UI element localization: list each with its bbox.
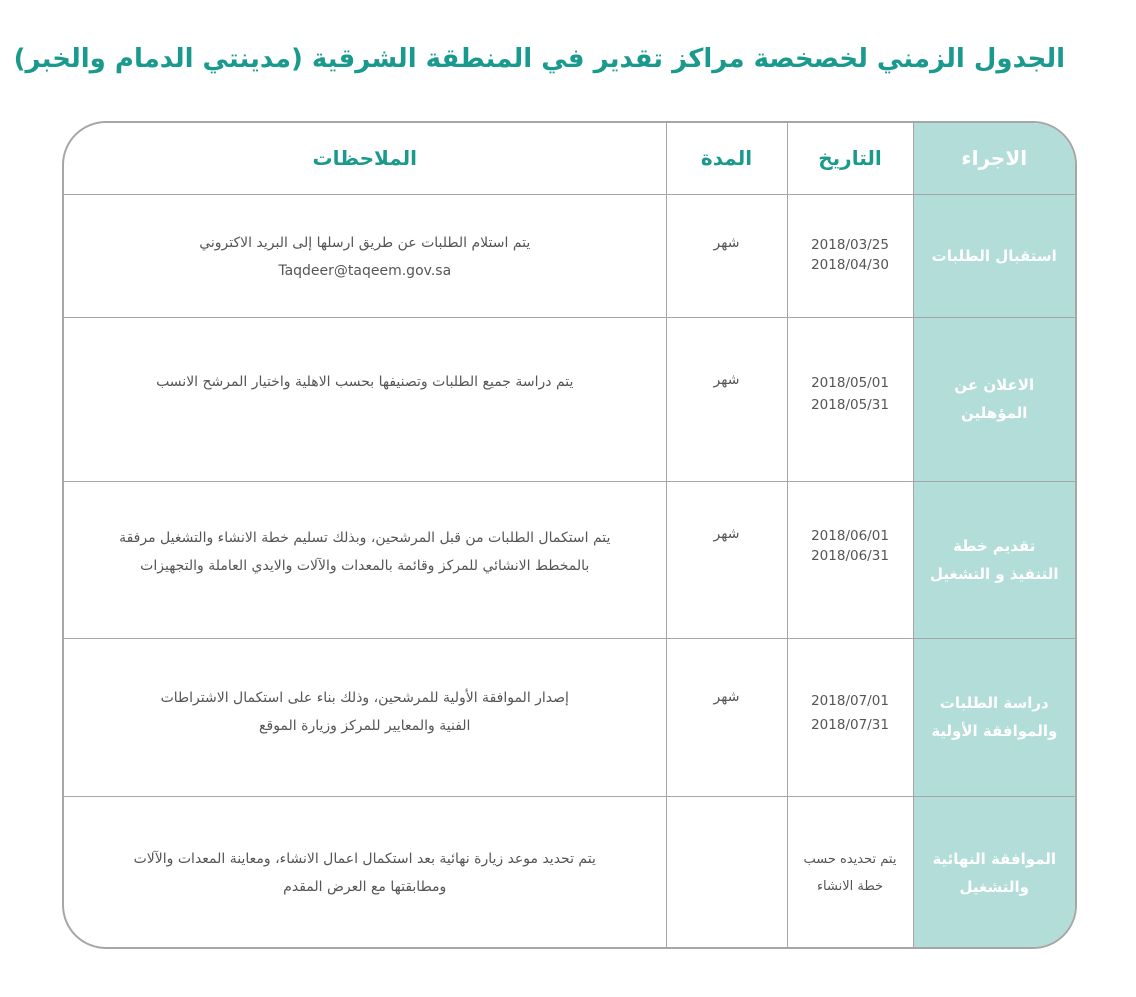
- table-row: [64, 481, 1075, 638]
- row-duration-cell: [666, 481, 787, 638]
- row-date-cell: [787, 481, 913, 638]
- row-date-end: 2018/04/30: [811, 256, 889, 273]
- row-action-line: والموافقة الأولية: [931, 722, 1058, 740]
- row-duration-cell: [666, 317, 787, 481]
- row-date-start: 2018/05/01: [811, 374, 889, 391]
- row-action-line: دراسة الطلبات: [939, 694, 1049, 712]
- row-action-line: والتشغيل: [959, 877, 1029, 896]
- row-action-line: الموافقة النهائية: [932, 849, 1057, 868]
- row-duration-cell: [666, 638, 787, 796]
- row-action-cell: [913, 317, 1075, 481]
- row-date-start: 2018/06/01: [811, 527, 889, 544]
- row-date-cell: [787, 638, 913, 796]
- row-action-line: الاعلان عن: [954, 376, 1035, 394]
- row-notes-line: يتم دراسة جميع الطلبات وتصنيفها بحسب الاهلية واختيار المرشح الانسب: [156, 373, 574, 390]
- row-notes-cell: [64, 194, 666, 317]
- row-duration-cell: [666, 194, 787, 317]
- row-date-note: خطة الانشاء: [816, 878, 884, 894]
- row-notes-line: إصدار الموافقة الأولية للمرشحين، وذلك بناء على استكمال الاشتراطات: [160, 689, 569, 706]
- row-duration: شهر: [713, 525, 740, 542]
- row-action-cell: [913, 638, 1075, 796]
- row-notes-line: ومطابقتها مع العرض المقدم: [283, 878, 447, 895]
- row-date-note: يتم تحديده حسب: [803, 851, 897, 867]
- row-date-start: 2018/03/25: [811, 236, 889, 253]
- row-notes-cell: [64, 638, 666, 796]
- table-row: [64, 317, 1075, 481]
- row-notes-line: يتم تحديد موعد زيارة نهائية بعد استكمال اعمال الانشاء، ومعاينة المعدات والآلات: [133, 850, 596, 867]
- header-action: الاجراء: [913, 123, 1075, 194]
- row-action-line: المؤهلين: [961, 404, 1028, 422]
- row-date-cell: [787, 317, 913, 481]
- page-title: الجدول الزمني لخصخصة مراكز تقدير في المنطقة الشرقية (مدينتي الدمام والخبر): [13, 44, 1065, 74]
- row-action-cell: [913, 194, 1075, 317]
- row-notes-line: يتم استكمال الطلبات من قبل المرشحين، وبذلك تسليم خطة الانشاء والتشغيل مرفقة: [119, 529, 611, 546]
- row-action-line: استقبال الطلبات: [931, 246, 1057, 265]
- row-notes-cell: [64, 481, 666, 638]
- row-duration: شهر: [713, 371, 740, 388]
- row-notes-line: بالمخطط الانشائي للمركز وقائمة بالمعدات والآلات والايدي العاملة والتجهيزات: [140, 557, 590, 574]
- header-date: التاريخ: [787, 123, 913, 194]
- row-date-cell: [787, 194, 913, 317]
- row-notes-cell: [64, 317, 666, 481]
- row-date-end: 2018/05/31: [811, 396, 889, 413]
- row-action-cell: [913, 796, 1075, 949]
- row-notes-line: الفنية والمعايير للمركز وزيارة الموقع: [259, 717, 471, 734]
- row-notes-cell: [64, 796, 666, 949]
- row-notes-email: Taqdeer@taqeem.gov.sa: [278, 262, 452, 279]
- row-action-line: التنفيذ و التشغيل: [929, 564, 1059, 583]
- table-row: [64, 796, 1075, 949]
- table-row: [64, 638, 1075, 796]
- row-notes-line: يتم استلام الطلبات عن طريق ارسلها إلى البريد الاكتروني: [199, 234, 531, 251]
- row-duration-cell: [666, 796, 787, 949]
- schedule-table-container: [62, 121, 1077, 949]
- table-row: [64, 194, 1075, 317]
- row-action-cell: [913, 481, 1075, 638]
- table-header-row: [64, 123, 1075, 194]
- header-notes: الملاحظات: [64, 123, 666, 194]
- row-action-line: تقديم خطة: [953, 536, 1036, 555]
- row-date-cell: [787, 796, 913, 949]
- row-duration: شهر: [713, 688, 740, 705]
- schedule-table: [64, 123, 1075, 949]
- row-date-end: 2018/06/31: [811, 547, 889, 564]
- row-date-start: 2018/07/01: [811, 692, 889, 709]
- row-date-end: 2018/07/31: [811, 716, 889, 733]
- header-duration: المدة: [666, 123, 787, 194]
- row-duration: شهر: [713, 234, 740, 251]
